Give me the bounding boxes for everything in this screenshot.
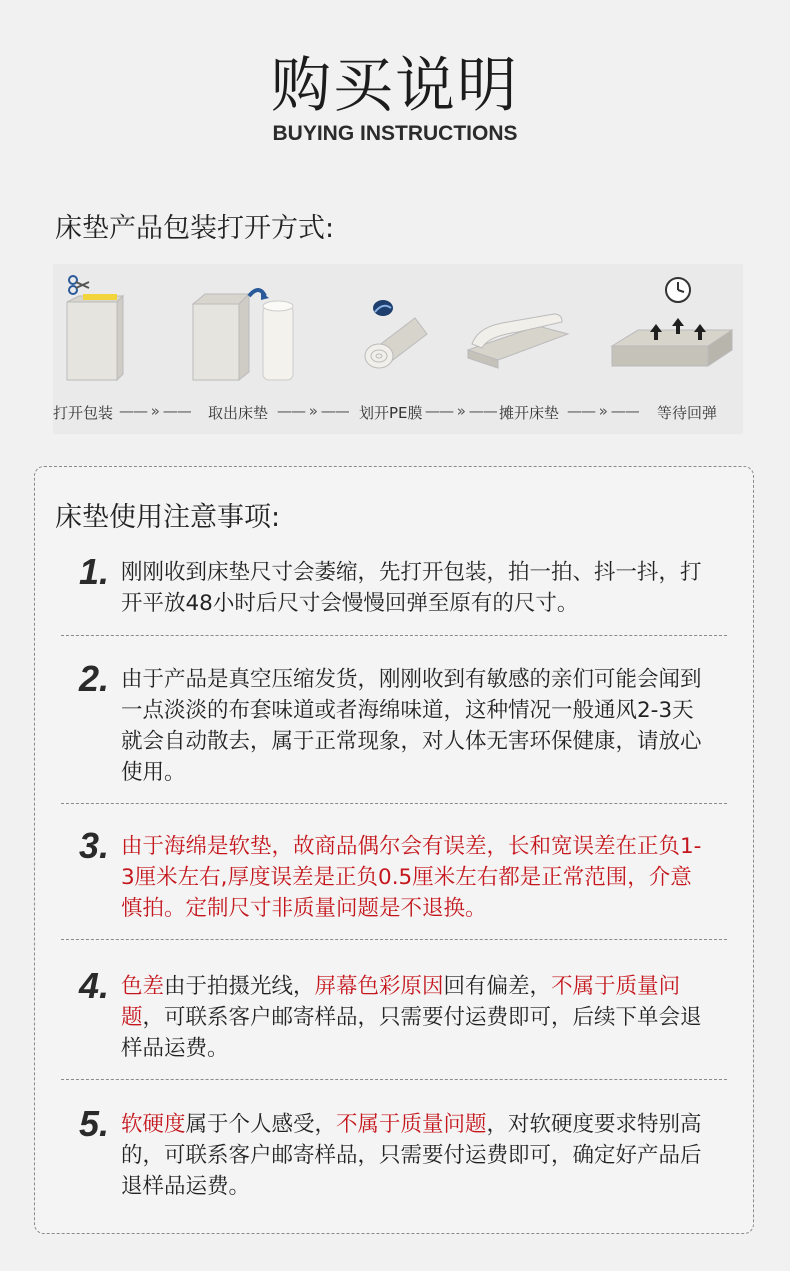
unrolling-mattress-icon: [458, 274, 578, 386]
note-segment: 刚刚收到床垫尺寸会萎缩，先打开包装，拍一拍、抖一抖，打开平放48小时后尺寸会慢慢回弹至原有的尺寸。: [121, 560, 702, 616]
step-label-3: 划开PE膜: [359, 404, 423, 422]
divider: [61, 803, 727, 804]
mattress-clock-icon: [608, 274, 738, 386]
note-segment: ，对软硬度要求特别高的，可联系客户邮寄样品，只需要付运费即可，确定好产品后退样品运费。: [121, 1112, 702, 1199]
page-title: 购买说明: [271, 51, 519, 121]
step-labels: [53, 402, 743, 426]
note-number: 2.: [79, 658, 110, 699]
header: [0, 0, 790, 146]
note-segment: ，可联系客户邮寄样品，只需要付运费即可，后续下单会退样品运费。: [121, 1005, 702, 1061]
step-separator: —— » ——: [425, 402, 497, 420]
box-roll-out-icon: [183, 274, 313, 386]
note-text: [121, 557, 711, 619]
note-text: [121, 664, 711, 788]
notes-box: [34, 466, 754, 1234]
note-segment: 由于产品是真空压缩发货，刚刚收到有敏感的亲们可能会闻到一点淡淡的布套味道或者海绵味道，这种情况一般通风2-3天就会自动散去，属于正常现象，对人体无害环保健康，请放心使用。: [121, 667, 702, 785]
note-text: [121, 1109, 711, 1202]
note-segment: 不属于质量问题: [336, 1112, 487, 1137]
divider: [61, 635, 727, 636]
note-segment: 色差: [121, 974, 165, 999]
step-separator: —— » ——: [567, 402, 639, 420]
note-number: 1.: [79, 551, 110, 592]
step-separator: —— » ——: [277, 402, 349, 420]
note-number: 4.: [79, 965, 110, 1006]
rolled-mattress-icon: [353, 274, 443, 386]
step-label-5: 等待回弹: [657, 404, 718, 422]
note-text: [121, 831, 711, 924]
note-segment: 屏幕色彩原因: [314, 974, 444, 999]
step-separator: —— » ——: [119, 402, 191, 420]
notes-title: 床垫使用注意事项:: [55, 502, 281, 533]
step-label-2: 取出床垫: [208, 404, 269, 422]
note-number: 5.: [79, 1103, 110, 1144]
step-label-4: 摊开床垫: [499, 404, 560, 422]
divider: [61, 939, 727, 940]
note-number: 3.: [79, 825, 110, 866]
page-subtitle: BUYING INSTRUCTIONS: [272, 122, 518, 145]
note-segment: 软硬度: [121, 1112, 186, 1137]
note-segment: 由于拍摄光线，: [164, 974, 315, 999]
note-segment: 由于海绵是软垫，故商品偶尔会有误差，长和宽误差在正负1-3厘米左右,厚度误差是正负0.5厘米左右都是正常范围，介意慎拍。定制尺寸非质量问题是不退换。: [121, 834, 702, 921]
note-text: [121, 971, 711, 1064]
unpack-section-title: 床垫产品包装打开方式:: [55, 213, 335, 244]
box-scissors-icon: [59, 274, 129, 386]
note-segment: 回有偏差，: [443, 974, 552, 999]
step-label-1: 打开包装: [53, 404, 114, 422]
note-segment: 属于个人感受，: [185, 1112, 337, 1137]
unpack-steps: [53, 264, 743, 434]
divider: [61, 1079, 727, 1080]
note-segment: 不属于质量问题: [121, 974, 681, 1030]
